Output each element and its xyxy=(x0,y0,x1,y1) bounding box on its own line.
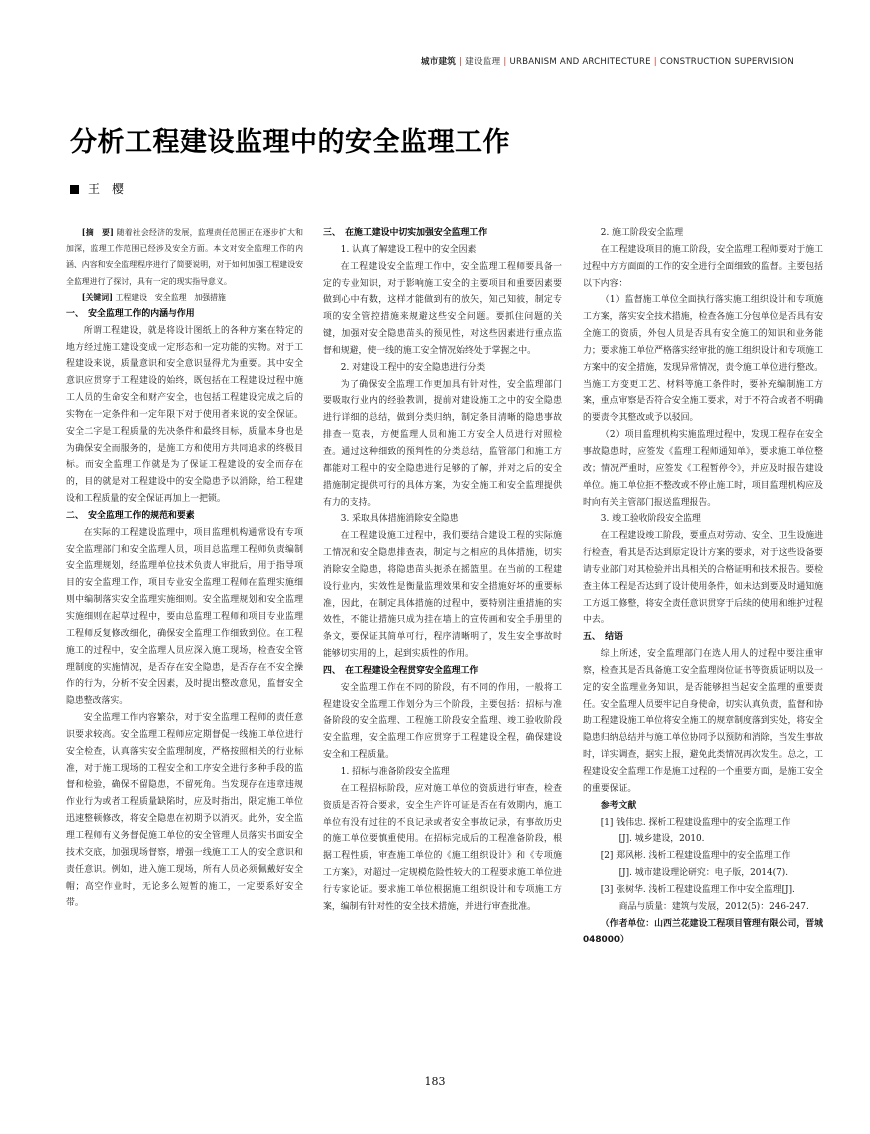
page-number: 183 xyxy=(424,1075,446,1088)
reference-item: [1] 钱伟忠. 探析工程建设监理中的安全监理工作 xyxy=(600,817,791,828)
author-affiliation: （作者单位：山西兰花建设工程项目管理有限公司，晋城 048000） xyxy=(583,918,832,946)
header-section: 城市建筑 xyxy=(420,57,457,67)
reference-item-continued: [J]. 城乡建设，2010. xyxy=(618,834,705,845)
paragraph: 在工程建设竣工阶段，要重点对劳动、安全、卫生设施进行检查，看其是否达到原定设计方案的要求，对于这些设备要请专业部门对其检验并出具相关的合格证明和技术报告。要检查主体工程是否达到了设计使用条件，如未达到要及时通知施工方返工修整，将安全责任意识贯穿于后续的使用和维护过程中去。 xyxy=(583,531,823,626)
paragraph: 所谓工程建设，就是将设计图纸上的各种方案在特定的地方经过施工建设变成一定形态和一定功能的实物。对于工程建设来说，质量意识和安全意识显得尤为重要。其中安全意识应贯穿于工程建设的始终，既包括在工程建设过程中施工人员的生命安全和财产安全，也包括工程建设完成之后的实物在一定条件和一定年限下对于使用者来说的安全保证。安全二字是工程质量的先决条件和最终目标，质量本身也是为确保安全而服务的，是施工方和使用方共同追求的终极目标。而安全监理工作就是为了保证工程建设的安全而存在的，目的就是对工程建设中的安全隐患予以消除，给工程建设和工程质量的安全保证再加上一把锁。 xyxy=(66,325,303,505)
author-line xyxy=(70,180,124,197)
section-heading: 四、 在工程建设全程贯穿安全监理工作 xyxy=(323,665,479,676)
keywords-label: [关键词] xyxy=(81,292,113,302)
references-heading: 参考文献 xyxy=(600,800,637,811)
paragraph: 安全监理工作在不同的阶段，有不同的作用，一般将工程建设安全监理工作划分为三个阶段，主要包括：招标与准备阶段的安全监理、工程施工阶段安全监理、竣工验收阶段安全监理，安全监理工作应贯穿于工程建设全程，确保建设安全和工程质量。 xyxy=(323,682,562,761)
header-separator: | xyxy=(459,57,463,67)
paragraph: 为了确保安全监理工作更加具有针对性，安全监理部门要吸取行业内的经验教训，提前对建设施工之中的安全隐患进行详细的总结，做到分类归纳，制定条目清晰的隐患事故排查一览表，方便监理人员和施工方安全人员进行对照检查。通过这种细致的预判性的分类总结，监管部门和施工方都能对工程中的安全隐患进行足够的了解，并对之后的安全措施制定提供可行的具体方案，为安全施工和安全监理提供有力的支持。 xyxy=(323,379,562,508)
keywords-text: 工程建设 安全监理 加强措施 xyxy=(115,292,226,302)
header-english-subsection: CONSTRUCTION SUPERVISION xyxy=(659,57,794,67)
subsection-heading: 3. 竣工验收阶段安全监理 xyxy=(600,514,701,525)
subsection-heading: 3. 采取具体措施消除安全隐患 xyxy=(340,514,459,525)
abstract-label: [摘 要] xyxy=(81,228,114,237)
column-1 xyxy=(66,225,303,912)
paragraph: （2）项目监理机构实施监理过程中，发现工程存在安全事故隐患时，应签发《监理工程师通知单》，要求施工单位整改；情况严重时，应签发《工程暂停令》，并应及时报告建设单位。施工单位拒不整改或不停止施工时，项目监理机构应及时向有关主管部门报送监理报告。 xyxy=(583,430,823,508)
paragraph: 在工程建设施工过程中，我们要结合建设工程的实际施工情况和安全隐患排查表，制定与之相应的具体措施，切实消除安全隐患，将隐患苗头扼杀在摇篮里。在当前的工程建设行业内，实效性是衡量监理效果和安全措施好坏的重要标准，因此，在制定具体措施的过程中，要特别注重措施的实效性，不能让措施只成为挂在墙上的宣传画和安全手册里的条文，要保证其简单可行，程序清晰明了，发生安全事故时能够切实用的上，起到实质性的作用。 xyxy=(323,531,562,660)
paragraph: 在实际的工程建设监理中，项目监理机构通常设有专项安全监理部门和安全监理人员，项目总监理工程师负责编制安全监理规划，经监理单位技术负责人审批后，用于指导项目的安全监理工作，项目专业安全监理工程师在监理实施细则中编制落实安全监理实施细则。安全监理规划和安全监理实施细则在起草过程中，要由总监理工程师和项目专业监理工程师反复修改细化，确保安全监理工作细致到位。在工程施工的过程中，安全监理人员应深入施工现场，检查安全管理制度的实施情况，是否存在安全隐患，是否存在不安全操作的行为，分析不安全因素，及时提出整改意见，监督安全隐患整改落实。 xyxy=(66,527,303,707)
abstract xyxy=(66,225,303,290)
header-separator: | xyxy=(653,57,657,67)
header-subsection: 建设监理 xyxy=(465,57,501,67)
author-name: 王 樱 xyxy=(88,182,125,196)
paragraph: 在工程建设安全监理工作中，安全监理工程师要具备一定的专业知识，对于影响施工安全的主要项目和重要因素要做到心中有数，这样才能做到有的放矢，知己知彼，制定专项的安全管控措施来规避这些安全问题。要抓住问题的关键，加强对安全隐患苗头的预见性，对这些因素进行重点监督和规避，使一线的施工安全情况始终处于掌握之中。 xyxy=(323,261,562,356)
section-heading: 一、 安全监理工作的内涵与作用 xyxy=(66,308,195,319)
column-2 xyxy=(323,225,562,916)
running-header xyxy=(421,55,794,67)
header-separator: | xyxy=(503,57,507,67)
reference-item: [3] 张树华. 浅析工程建设监理工作中安全监理[J]. xyxy=(600,884,795,895)
paragraph: （1）监督施工单位全面执行落实施工组织设计和专项施工方案，落实安全技术措施，检查各施工分包单位是否具有安全施工的资质，外包人员是否具有安全施工的知识和业务能力；要求施工单位严格落实经审批的施工组织设计和专项施工方案中的安全措施，发现异常情况，责令施工单位进行整改。当施工方变更工艺、材料等施工条件时，要补充编制施工方案，重点审察是否符合安全施工要求，对于不符合或者不明确的要责令其整改或予以驳回。 xyxy=(583,295,823,424)
subsection-heading: 2. 施工阶段安全监理 xyxy=(600,228,684,238)
reference-item-continued: [J]. 城市建设理论研究：电子版，2014(7). xyxy=(618,868,789,879)
paragraph: 安全监理工作内容繁杂，对于安全监理工程师的责任意识要求较高。安全监理工程师应定期督促一线施工单位进行安全检查，认真落实安全监理制度，严格按照相关的行业标准，对于施工现场的工程安全和工序安全进行多种手段的监督和检验，确保不留隐患，不留死角。当发现存在违章违规作业行为或者工程质量缺陷时，应及时指出，限定施工单位迅速整顿修改，将安全隐患在初期予以消灭。此外，安全监理工程师有义务督促施工单位的安全管理人员落实书面安全技术交底，加强现场督察，增强一线施工工人的安全意识和责任意识。例如，进入施工现场，所有人员必须佩戴好安全帽；高空作业时，无论多么短暂的施工，一定要系好安全带。 xyxy=(66,713,303,909)
article-title: 分析工程建设监理中的安全监理工作 xyxy=(70,127,510,158)
keywords xyxy=(66,290,303,306)
subsection-heading: 1. 认真了解建设工程中的安全因素 xyxy=(340,244,477,255)
reference-item-continued: 商品与质量：建筑与发展，2012(5)：246-247. xyxy=(618,901,809,912)
paragraph: 在工程建设项目的施工阶段，安全监理工程师要对于施工过程中方方面面的工作的安全进行全面细致的监督。主要包括以下内容： xyxy=(583,244,823,289)
reference-item: [2] 郑风彬. 浅析工程建设监理中的安全监理工作 xyxy=(600,851,791,862)
abstract-text: 随着社会经济的发展，监理责任范围正在逐步扩大和加深，监理工作范围已经涉及安全方面。本文对安全监理工作的内涵、内容和安全监理程序进行了简要说明，对于如何加强工程建设安全监理进行了探讨，具有一定的现实指导意义。 xyxy=(66,228,303,286)
section-heading: 五、 结语 xyxy=(583,632,623,643)
paragraph: 在工程招标阶段，应对施工单位的资质进行审查，检查资质是否符合要求，安全生产许可证是否在有效期内，施工单位有没有过往的不良记录或者安全事故记录，有事故历史的施工单位要慎重使用。在招标完成后的工程准备阶段，根据工程性质，审查施工单位的《施工组织设计》和《专项施工方案》，对超过一定规模危险性较大的工程要求施工单位进行专家论证。要求施工单位根据施工组织设计和专项施工方案，编制有针对性的安全技术措施，并进行审查批准。 xyxy=(323,783,562,912)
paragraph: 综上所述，安全监理部门在选人用人的过程中要注重审察，检查其是否具备施工安全监理岗位证书等资质证明以及一定的安全监理业务知识，是否能够担当起安全监理的重要责任。安全监理人员要牢记自身使命，切实认真负责，监督和协助工程建设施工单位将安全施工的规章制度落到实处，将安全隐患归纳总结并与施工单位协同予以预防和消除，当发生事故时，详实调查，据实上报，避免此类情况再次发生。总之，工程建设安全监理工作是施工过程的一个重要方面，是施工安全的重要保证。 xyxy=(583,649,823,794)
header-english-section: URBANISM AND ARCHITECTURE xyxy=(509,57,651,67)
subsection-heading: 2. 对建设工程中的安全隐患进行分类 xyxy=(340,362,486,373)
column-3 xyxy=(583,225,832,949)
section-heading: 三、 在施工建设中切实加强安全监理工作 xyxy=(323,228,488,238)
section-heading: 二、 安全监理工作的规范和要素 xyxy=(66,510,195,521)
subsection-heading: 1. 招标与准备阶段安全监理 xyxy=(340,767,450,777)
author-marker-square xyxy=(70,185,79,194)
